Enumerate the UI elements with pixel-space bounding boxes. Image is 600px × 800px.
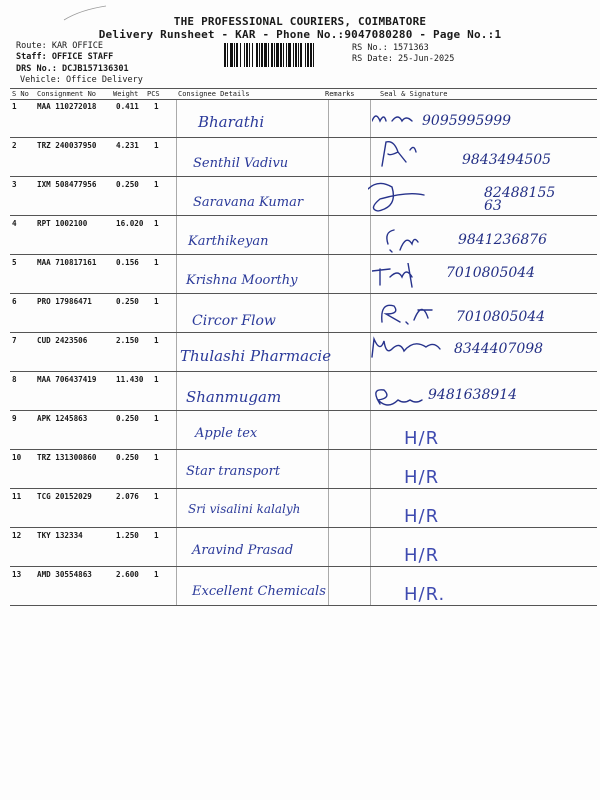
col-header-weight: Weight [113, 90, 139, 98]
col-header-seal-signature: Seal & Signature [380, 90, 448, 98]
staff-label: Staff: OFFICE STAFF [16, 52, 114, 62]
table-row [0, 216, 600, 255]
vehicle-label: Vehicle: Office Delivery [20, 75, 143, 85]
hr-remark-handwritten: H/R [404, 467, 440, 488]
consignee-name-handwritten: Excellent Chemicals [192, 584, 326, 599]
table-row [0, 333, 600, 372]
row-serial-number: 5 [12, 258, 17, 267]
weight-value: 0.250 [116, 414, 139, 423]
consignee-name-handwritten: Bharathi [198, 113, 265, 131]
pieces-count: 1 [154, 336, 159, 345]
runsheet-subtitle: Delivery Runsheet - KAR - Phone No.:9047080280 - Page No.:1 [98, 28, 502, 41]
consignment-number: AMD 30554863 [37, 570, 92, 579]
consignment-number: TRZ 240037950 [37, 141, 97, 150]
row-serial-number: 3 [12, 180, 17, 189]
hr-remark-handwritten: H/R [404, 545, 440, 566]
pieces-count: 1 [154, 492, 159, 501]
weight-value: 0.250 [116, 180, 139, 189]
receiver-phone-handwritten: 9095995999 [422, 113, 512, 129]
row-serial-number: 7 [12, 336, 17, 345]
table-row [0, 99, 600, 138]
receiver-phone-handwritten: 8344407098 [454, 341, 544, 357]
consignment-number: TKY 132334 [37, 531, 83, 540]
rs-info [352, 43, 454, 65]
consignee-name-handwritten: Circor Flow [192, 313, 276, 329]
company-title: THE PROFESSIONAL COURIERS, COIMBATORE [173, 15, 427, 28]
signature-mark [370, 335, 444, 361]
weight-value: 1.250 [116, 531, 139, 540]
weight-value: 0.250 [116, 453, 139, 462]
row-serial-number: 6 [12, 297, 17, 306]
signature-mark [372, 111, 416, 129]
consignment-number: APK 1245863 [37, 414, 88, 423]
pieces-count: 1 [154, 258, 159, 267]
consignee-name-handwritten: Saravana Kumar [193, 195, 304, 210]
consignee-name-handwritten: Senthil Vadivu [193, 156, 289, 171]
consignment-number: MAA 710817161 [37, 258, 97, 267]
col-header-sno: S No [12, 90, 29, 98]
pieces-count: 1 [154, 531, 159, 540]
row-serial-number: 9 [12, 414, 17, 423]
consignment-number: IXM 508477956 [37, 180, 97, 189]
weight-value: 2.600 [116, 570, 139, 579]
table-top-rule [10, 88, 597, 89]
consignee-name-handwritten: Aravind Prasad [192, 543, 294, 558]
consignment-number: CUD 2423506 [37, 336, 88, 345]
weight-value: 4.231 [116, 141, 139, 150]
weight-value: 2.150 [116, 336, 139, 345]
table-row [0, 567, 600, 606]
route-label: Route: KAR OFFICE [16, 41, 103, 51]
row-serial-number: 8 [12, 375, 17, 384]
consignee-name-handwritten: Krishna Moorthy [186, 273, 298, 288]
weight-value: 16.020 [116, 219, 144, 228]
consignment-number: MAA 110272018 [37, 102, 97, 111]
row-serial-number: 12 [12, 531, 22, 540]
consignee-name-handwritten: Apple tex [195, 426, 258, 441]
table-row [0, 138, 600, 177]
signature-mark [370, 384, 426, 412]
rs-number: RS No.: 1571363 [352, 43, 429, 53]
consignee-name-handwritten: Karthikeyan [188, 234, 269, 249]
barcode-image [224, 43, 346, 67]
pieces-count: 1 [154, 453, 159, 462]
table-row [0, 255, 600, 294]
row-serial-number: 10 [12, 453, 22, 462]
consignment-number: TCG 20152029 [37, 492, 92, 501]
signature-mark [372, 263, 416, 291]
receiver-phone-handwritten: 7010805044 [446, 265, 536, 281]
col-header-pcs: PCS [147, 90, 160, 98]
hr-remark-handwritten: H/R [404, 506, 440, 527]
pieces-count: 1 [154, 219, 159, 228]
rs-date: RS Date: 25-Jun-2025 [352, 54, 455, 64]
receiver-phone-handwritten: 7010805044 [456, 309, 546, 325]
row-serial-number: 4 [12, 219, 17, 228]
row-divider [10, 605, 597, 606]
signature-mark [384, 226, 424, 254]
col-header-remarks: Remarks [325, 90, 355, 98]
pieces-count: 1 [154, 414, 159, 423]
pieces-count: 1 [154, 570, 159, 579]
consignment-number: MAA 706437419 [37, 375, 97, 384]
consignee-name-handwritten: Star transport [186, 464, 281, 479]
pieces-count: 1 [154, 180, 159, 189]
table-row [0, 489, 600, 528]
weight-value: 0.411 [116, 102, 139, 111]
consignee-name-handwritten: Shanmugam [186, 388, 282, 406]
pieces-count: 1 [154, 297, 159, 306]
signature-mark [368, 179, 428, 215]
pieces-count: 1 [154, 141, 159, 150]
consignee-name-handwritten: Sri visalini kalalyh [188, 502, 301, 516]
weight-value: 11.430 [116, 375, 144, 384]
signature-mark [380, 300, 436, 328]
table-row [0, 177, 600, 216]
receiver-phone-handwritten: 9481638914 [428, 387, 518, 403]
receiver-phone-handwritten: 9841236876 [458, 232, 548, 248]
receiver-phone-handwritten: 8248815563 [484, 185, 556, 214]
row-serial-number: 1 [12, 102, 17, 111]
table-row [0, 372, 600, 411]
row-serial-number: 2 [12, 141, 17, 150]
drs-number: DRS No.: DCJB157136301 [16, 64, 129, 74]
weight-value: 0.250 [116, 297, 139, 306]
table-row [0, 528, 600, 567]
table-row [0, 294, 600, 333]
hr-remark-handwritten: H/R [404, 428, 440, 449]
pieces-count: 1 [154, 375, 159, 384]
pieces-count: 1 [154, 102, 159, 111]
col-header-consignment: Consignment No [37, 90, 97, 98]
hr-remark-handwritten: H/R. [404, 584, 446, 605]
weight-value: 2.076 [116, 492, 139, 501]
consignment-number: PRO 17986471 [37, 297, 92, 306]
consignment-number: RPT 1002100 [37, 219, 88, 228]
row-serial-number: 13 [12, 570, 22, 579]
col-header-consignee: Consignee Details [178, 90, 250, 98]
weight-value: 0.156 [116, 258, 139, 267]
receiver-phone-handwritten: 9843494505 [462, 152, 552, 168]
row-serial-number: 11 [12, 492, 22, 501]
table-row [0, 411, 600, 450]
table-row [0, 450, 600, 489]
signature-mark [380, 140, 424, 170]
consignment-number: TRZ 131300860 [37, 453, 97, 462]
consignee-name-handwritten: Thulashi Pharmacie [180, 347, 332, 365]
